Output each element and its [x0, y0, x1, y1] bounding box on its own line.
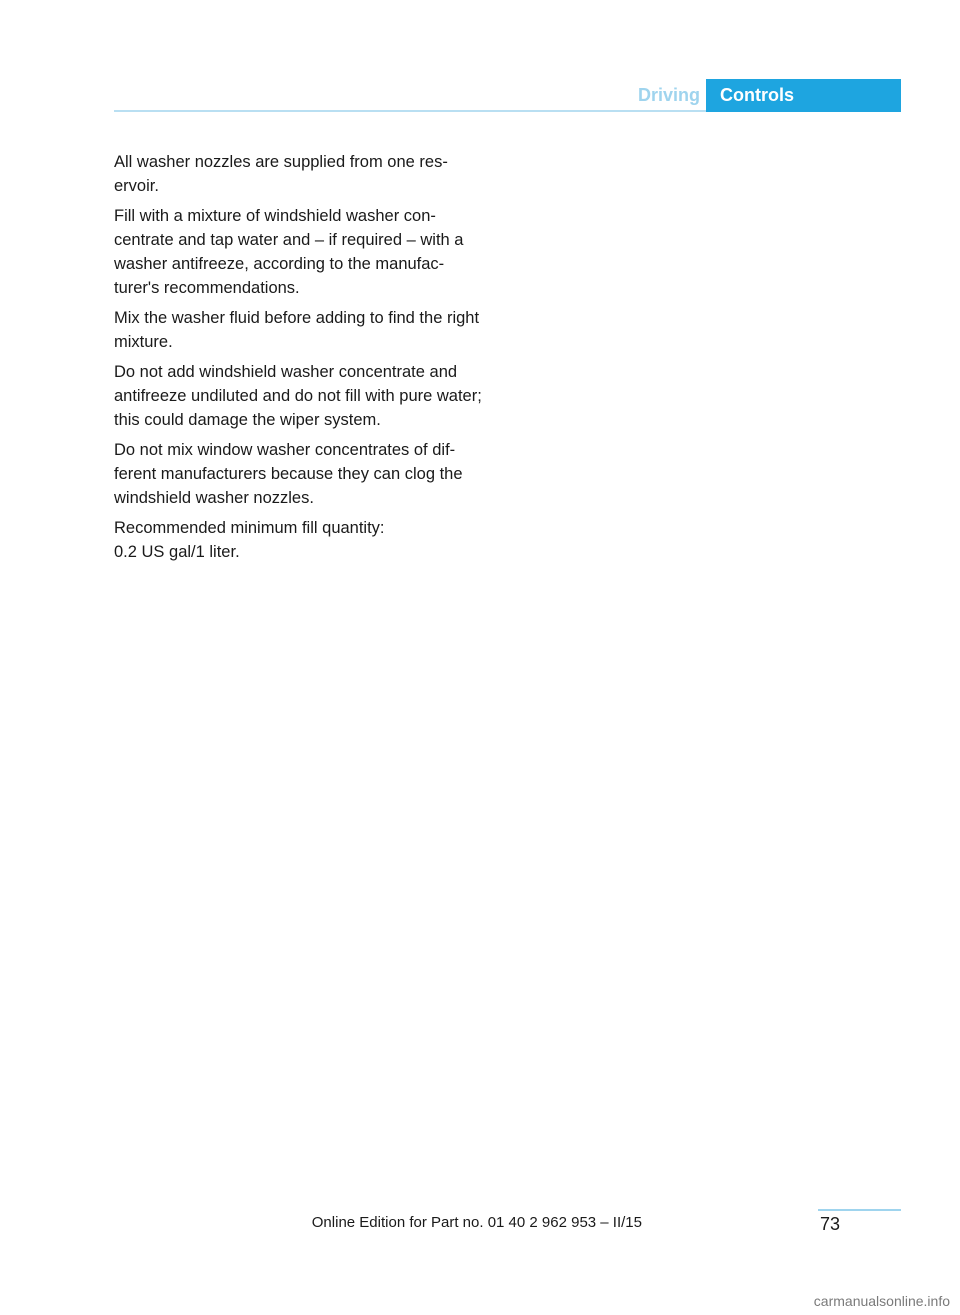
paragraph: Mix the washer fluid before adding to find the right mixture. — [114, 309, 480, 351]
paragraph: Do not add windshield washer concentrate and antifreeze undiluted and do not fill with pure water; this could damage the wiper system. — [114, 363, 482, 429]
footer-edition: Online Edition for Part no. 01 40 2 962 953 – II/15 — [311, 1214, 642, 1231]
paragraph: Do not mix window washer concentrates of dif‐ ferent manufacturers because they can clog the windshield washer nozzles. — [114, 441, 463, 507]
header-section-label: Driving — [637, 85, 700, 105]
fill-quantity-label: Recommended minimum fill quantity: — [114, 519, 385, 537]
fill-quantity-value: 0.2 US gal/1 liter. — [114, 543, 240, 561]
body-text — [114, 150, 486, 564]
watermark-link[interactable]: carmanualsonline.info — [813, 1293, 950, 1309]
fill-quantity — [114, 516, 486, 564]
header-chapter-tab: Controls — [706, 79, 901, 112]
page-number: 73 — [820, 1214, 841, 1234]
paragraph: Fill with a mixture of windshield washer con‐ centrate and tap water and – if required – with a washer antifreeze, according to the manufac‐ turer's recommendations. — [114, 207, 464, 297]
paragraph: All washer nozzles are supplied from one res‐ ervoir. — [114, 153, 448, 195]
